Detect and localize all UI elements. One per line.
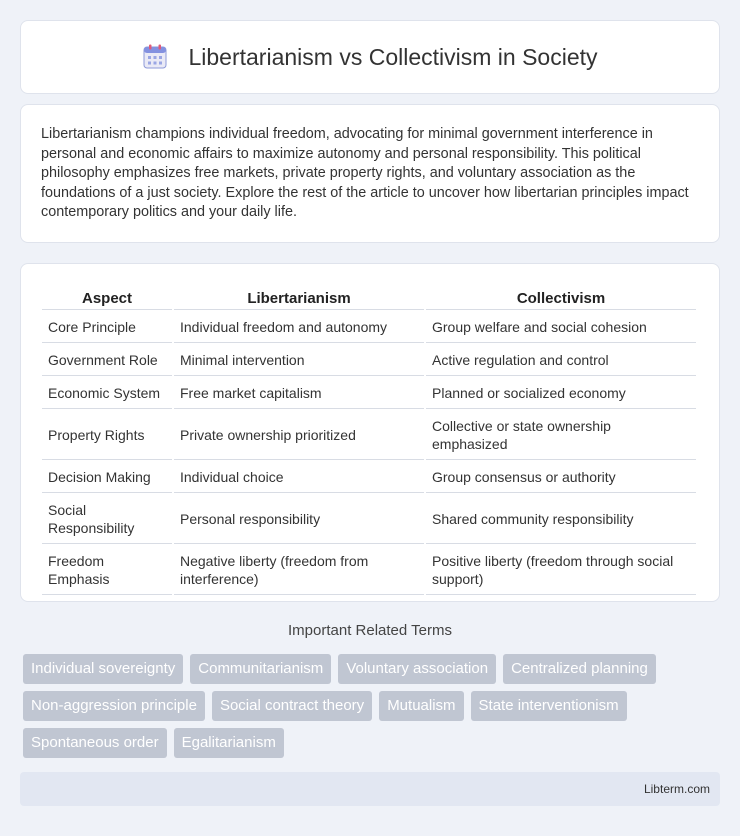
footer-site-link[interactable]: Libterm.com xyxy=(643,782,710,796)
table-row xyxy=(42,495,696,544)
related-terms-list xyxy=(23,654,723,758)
table-cell: Freedom Emphasis xyxy=(42,546,172,595)
table-cell: Active regulation and control xyxy=(426,345,696,376)
intro-card xyxy=(20,104,720,243)
term-tag[interactable]: Spontaneous order xyxy=(23,728,167,758)
term-tag[interactable]: Social contract theory xyxy=(212,691,372,721)
table-row xyxy=(42,345,696,376)
term-tag[interactable]: Egalitarianism xyxy=(174,728,284,758)
table-cell: Free market capitalism xyxy=(174,378,424,409)
table-header-row xyxy=(42,284,696,310)
table-cell: Individual freedom and autonomy xyxy=(174,312,424,343)
related-terms-title: Important Related Terms xyxy=(288,622,452,639)
term-tag[interactable]: Mutualism xyxy=(379,691,463,721)
header-libertarianism: Libertarianism xyxy=(174,284,424,310)
header-collectivism: Collectivism xyxy=(426,284,696,310)
intro-text: Libertarianism champions individual freedom, advocating for minimal government interference in personal and economic affairs to maximize autonomy and personal responsibility. This political philosophy emphasizes free markets, private property rights, and voluntary association as the foundations of a just society. Explore the rest of the article to uncover how libertarian principles impact contemporary politics and your daily life. xyxy=(41,126,689,220)
table-cell: Government Role xyxy=(42,345,172,376)
page-title: Libertarianism vs Collectivism in Society xyxy=(188,43,598,70)
table-cell: Core Principle xyxy=(42,312,172,343)
table-cell: Positive liberty (freedom through social support) xyxy=(426,546,696,595)
footer xyxy=(20,772,720,806)
table-row xyxy=(42,312,696,343)
term-tag[interactable]: Communitarianism xyxy=(190,654,331,684)
header-card xyxy=(20,20,720,94)
header-aspect: Aspect xyxy=(42,284,172,310)
table-cell: Negative liberty (freedom from interference) xyxy=(174,546,424,595)
term-tag[interactable]: Non-aggression principle xyxy=(23,691,205,721)
calendar-icon xyxy=(142,44,168,70)
comparison-card xyxy=(20,263,720,602)
table-row xyxy=(42,546,696,595)
table-cell: Collective or state ownership emphasized xyxy=(426,411,696,460)
table-cell: Minimal intervention xyxy=(174,345,424,376)
table-cell: Economic System xyxy=(42,378,172,409)
table-cell: Individual choice xyxy=(174,462,424,493)
term-tag[interactable]: Voluntary association xyxy=(338,654,496,684)
table-row xyxy=(42,378,696,409)
term-tag[interactable]: State interventionism xyxy=(471,691,627,721)
term-tag[interactable]: Centralized planning xyxy=(503,654,656,684)
table-cell: Decision Making xyxy=(42,462,172,493)
table-cell: Planned or socialized economy xyxy=(426,378,696,409)
table-cell: Social Responsibility xyxy=(42,495,172,544)
table-row xyxy=(42,411,696,460)
table-cell: Shared community responsibility xyxy=(426,495,696,544)
table-cell: Private ownership prioritized xyxy=(174,411,424,460)
table-row xyxy=(42,462,696,493)
table-cell: Personal responsibility xyxy=(174,495,424,544)
table-cell: Group consensus or authority xyxy=(426,462,696,493)
table-cell: Property Rights xyxy=(42,411,172,460)
term-tag[interactable]: Individual sovereignty xyxy=(23,654,183,684)
comparison-table xyxy=(40,282,698,597)
table-cell: Group welfare and social cohesion xyxy=(426,312,696,343)
